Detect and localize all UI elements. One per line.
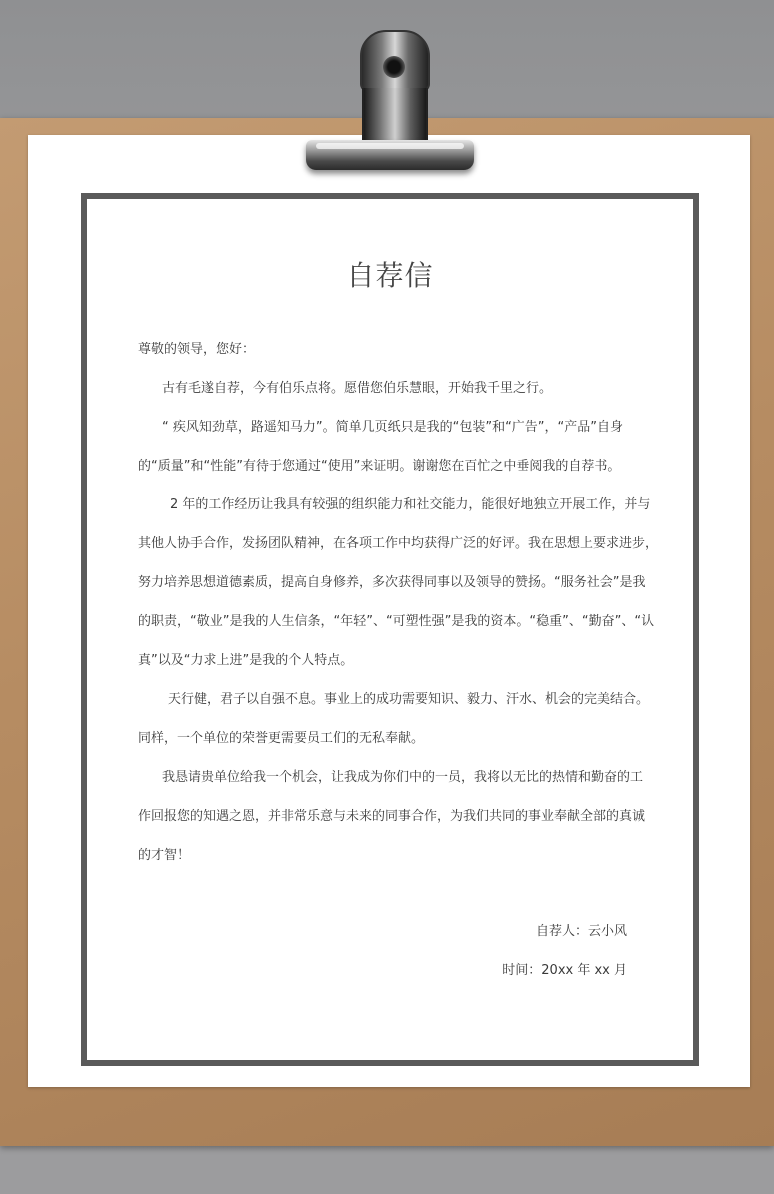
paragraph-line: 作回报您的知遇之恩，并非常乐意与未来的同事合作，为我们共同的事业奉献全部的真诚 xyxy=(138,809,646,824)
paragraph-line: 2 年的工作经历让我具有较强的组织能力和社交能力，能很好地独立开展工作，并与 xyxy=(170,497,651,512)
paragraph-line: 同样，一个单位的荣誉更需要员工们的无私奉献。 xyxy=(138,731,425,746)
paragraph-line: 的职责，“敬业”是我的人生信条，“年轻”、“可塑性强”是我的资本。“稳重”、“勤奋”、“认 xyxy=(138,614,655,629)
paragraph-line: 我恳请贵单位给我一个机会，让我成为你们中的一员，我将以无比的热情和勤奋的工 xyxy=(162,770,644,785)
paragraph-line: 的才智！ xyxy=(138,848,191,863)
signature-line: 自荐人：云小风 xyxy=(535,924,627,939)
salutation: 尊敬的领导，您好： xyxy=(138,342,256,357)
clip-hole xyxy=(383,56,405,78)
clip-shine xyxy=(316,143,464,149)
paragraph-line: 其他人协手合作，发扬团队精神，在各项工作中均获得广泛的好评。我在思想上要求进步， xyxy=(138,536,659,551)
paragraph-line: 努力培养思想道德素质，提高自身修养，多次获得同事以及领导的赞扬。“服务社会”是我 xyxy=(138,575,646,590)
paragraph-line: 的“质量”和“性能”有待于您通过“使用”来证明。谢谢您在百忙之中垂阅我的自荐书。 xyxy=(138,459,621,474)
paragraph-line: 天行健，君子以自强不息。事业上的成功需要知识、毅力、汗水、机会的完美结合。 xyxy=(168,692,650,707)
paragraph-line: 真”以及“力求上进”是我的个人特点。 xyxy=(138,653,354,668)
letter-title: 自荐信 xyxy=(346,259,434,292)
date-line: 时间：20xx 年 xx 月 xyxy=(502,963,627,978)
paragraph-line: “ 疾风知劲草，路遥知马力”。简单几页纸只是我的“包装”和“广告”，“产品”自身 xyxy=(162,420,624,435)
paragraph-line: 古有毛遂自荐，今有伯乐点将。愿借您伯乐慧眼，开始我千里之行。 xyxy=(162,381,553,396)
clip-neck xyxy=(362,88,428,146)
